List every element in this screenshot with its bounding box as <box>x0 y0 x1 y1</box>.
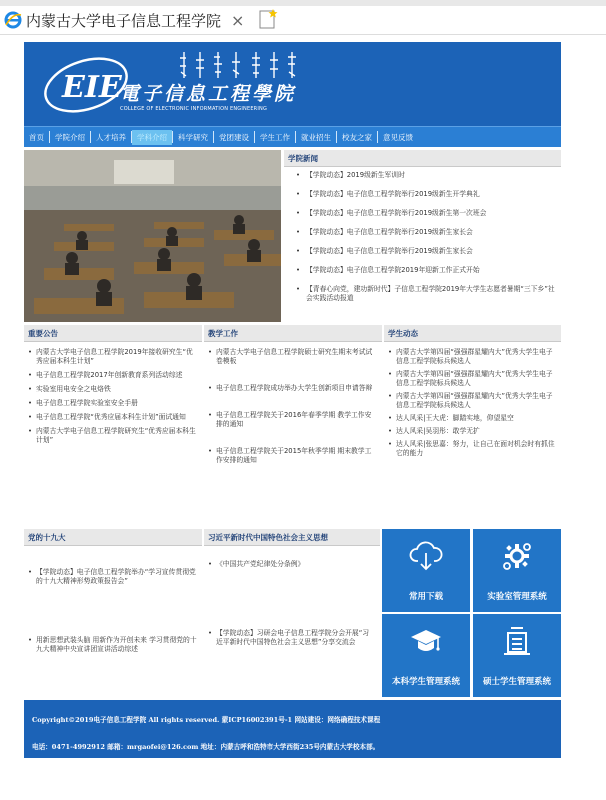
list-item-text: 达人风采|吴羽彤：敢学无扩 <box>396 427 480 435</box>
ie-browser-icon <box>4 11 22 29</box>
list-item-text: 内蒙古大学电子信息工程学院2019年接收研究生“优秀应届本科生计划” <box>36 348 193 365</box>
party-congress-list <box>24 546 202 654</box>
list-item[interactable] <box>384 414 561 423</box>
classroom-image <box>24 150 281 322</box>
certificate-icon <box>500 624 534 658</box>
bullet-icon: • <box>28 348 33 356</box>
college-news-title: 学院新闻 <box>284 150 561 167</box>
bullet-icon: • <box>208 447 213 455</box>
list-item-text: 电子信息工程学院关于2016年春季学期 教学工作安排的通知 <box>216 411 372 428</box>
nav-item[interactable]: 学生工作 <box>260 132 290 142</box>
list-item-text: 达人风采|王大虎：脚踏实地，仰望星空 <box>396 414 514 422</box>
list-item[interactable] <box>24 427 202 445</box>
college-news-list <box>284 171 561 313</box>
party-congress-title: 党的十九大 <box>24 529 202 546</box>
tile-lab-system-label: 实验室管理系统 <box>487 592 547 602</box>
list-item[interactable] <box>24 636 202 654</box>
bullet-icon: • <box>388 414 393 422</box>
list-item[interactable] <box>284 285 561 313</box>
list-item[interactable] <box>204 629 380 647</box>
bullet-icon: • <box>208 411 213 419</box>
list-item[interactable] <box>24 348 202 366</box>
site-banner <box>24 42 561 126</box>
gears-icon <box>500 539 534 573</box>
bullet-icon: • <box>388 348 393 356</box>
list-item[interactable] <box>384 392 561 410</box>
nav-item[interactable]: 就业招生 <box>301 132 331 142</box>
tile-undergrad-system-label: 本科学生管理系统 <box>391 677 460 687</box>
nav-item[interactable]: 人才培养 <box>96 132 126 142</box>
tile-lab-system[interactable] <box>473 529 561 612</box>
nav-item[interactable]: 科学研究 <box>178 132 208 142</box>
list-item[interactable] <box>24 385 202 394</box>
list-item[interactable] <box>24 371 202 380</box>
nav-item[interactable]: 学科介绍 <box>132 130 172 145</box>
nav-item[interactable]: 党团建设 <box>219 132 249 142</box>
bullet-icon: • <box>28 636 33 644</box>
list-item-text: 内蒙古大学第四届“强强群星耀内大”优秀大学生电子信息工程学院标兵候选人 <box>396 392 553 409</box>
tile-downloads[interactable] <box>382 529 470 612</box>
browser-tab[interactable] <box>2 6 258 34</box>
list-item-text: 【学院动态】电子信息工程学院举行2019级新生家长会 <box>306 247 473 255</box>
list-item[interactable] <box>384 440 561 458</box>
bullet-icon: • <box>28 399 33 407</box>
xi-thought-list <box>204 546 380 647</box>
list-item[interactable] <box>284 209 561 228</box>
list-item-text: 电子信息工程学院2017年创新教育系列活动综述 <box>36 371 183 379</box>
list-item-text: 实验室用电安全之电烙铁 <box>36 385 111 393</box>
list-item-text: 内蒙古大学电子信息工程学院研究生“优秀应届本科生计划” <box>36 427 196 444</box>
bullet-icon: • <box>208 560 213 568</box>
notice-panel <box>24 325 202 526</box>
list-item-text: 内蒙古大学电子信息工程学院硕士研究生期末考试试卷模板 <box>216 348 373 365</box>
college-name-en: COLLEGE OF ELECTRONIC INFORMATION ENGINEERING <box>120 106 268 112</box>
list-item[interactable] <box>24 399 202 408</box>
list-item-text: 【学院动态】2019级新生军训时 <box>306 171 405 179</box>
list-item[interactable] <box>204 348 382 366</box>
bullet-icon: • <box>208 384 213 392</box>
nav-item[interactable]: 学院介绍 <box>55 132 85 142</box>
list-item-text: 【学院动态】电子信息工程学院举行2019级新生家长会 <box>306 228 473 236</box>
new-tab-icon[interactable] <box>258 8 278 30</box>
bullet-icon: • <box>388 370 393 378</box>
website <box>24 42 561 758</box>
bullet-icon: • <box>296 247 301 255</box>
list-item[interactable] <box>204 384 382 393</box>
tile-downloads-label: 常用下载 <box>408 592 443 602</box>
list-item-text: 用新思想武装头脑 用新作为开创未来 学习贯彻党的十九大精神中央宣讲团宣讲活动综述 <box>36 636 197 653</box>
list-item-text: 【青春心向党，建功新时代】子信息工程学院2019年大学生志愿者暑期“三下乡”社会实践活动报道 <box>306 285 555 302</box>
main-nav <box>24 126 561 147</box>
list-item-text: 电子信息工程学院实验室安全手册 <box>36 399 138 407</box>
quick-links <box>382 529 561 697</box>
tab-close-icon[interactable]: × <box>231 10 245 30</box>
list-item[interactable] <box>204 411 382 429</box>
list-item[interactable] <box>384 427 561 436</box>
bullet-icon: • <box>28 385 33 393</box>
bullet-icon: • <box>28 371 33 379</box>
list-item[interactable] <box>284 266 561 285</box>
list-item-text: 内蒙古大学第四届“强强群星耀内大”优秀大学生电子信息工程学院标兵候选人 <box>396 348 553 365</box>
list-item[interactable] <box>284 190 561 209</box>
college-news-panel <box>284 150 561 322</box>
bullet-icon: • <box>28 427 33 435</box>
tab-title: 内蒙古大学电子信息工程学院 <box>26 11 222 30</box>
list-item[interactable] <box>204 560 380 569</box>
bullet-icon: • <box>296 171 301 179</box>
logo-text: EIE <box>62 70 122 105</box>
list-item-text: 电子信息工程学院“优秀应届本科生计划”面试通知 <box>36 413 186 421</box>
list-item[interactable] <box>24 413 202 422</box>
list-item-text: 达人风采|张思嘉：努力，让自己在面对机会时有抓住它的能力 <box>396 440 555 457</box>
chrome-border <box>0 34 606 35</box>
list-item-text: 内蒙古大学第四届“强强群星耀内大”优秀大学生电子信息工程学院标兵候选人 <box>396 370 553 387</box>
list-item-text: 【学院动态】电子信息工程学院举办“学习宣传贯彻党的十九大精神形势政策报告会” <box>36 568 196 585</box>
list-item[interactable] <box>384 348 561 366</box>
footer-copyright: Copyright©2019电子信息工程学院 All rights reserved. 蒙ICP16002391号-1 网站建设：网络确程技术课程 <box>32 716 381 724</box>
party-congress-panel <box>24 529 202 697</box>
notice-title: 重要公告 <box>24 325 202 342</box>
bullet-icon: • <box>296 266 301 274</box>
bullet-icon: • <box>388 427 393 435</box>
bullet-icon: • <box>208 348 213 356</box>
bullet-icon: • <box>28 413 33 421</box>
bullet-icon: • <box>296 285 301 293</box>
list-item[interactable] <box>24 568 202 586</box>
bullet-icon: • <box>296 190 301 198</box>
list-item[interactable] <box>284 247 561 266</box>
students-title: 学生动态 <box>384 325 561 342</box>
bullet-icon: • <box>296 228 301 236</box>
tile-master-system[interactable] <box>473 614 561 697</box>
bullet-icon: • <box>296 209 301 217</box>
mongolian-script-logo <box>174 50 314 80</box>
list-item-text: 【学院动态】电子信息工程学院举行2019级新生第一次班会 <box>306 209 487 217</box>
bullet-icon: • <box>388 392 393 400</box>
nav-item[interactable]: 意见反馈 <box>383 132 413 142</box>
news-photo[interactable] <box>24 150 281 322</box>
bullet-icon: • <box>28 568 33 576</box>
list-item-text: 【学院动态】电子信息工程学院举行2019级新生开学典礼 <box>306 190 480 198</box>
teaching-panel <box>204 325 382 526</box>
bullet-icon: • <box>388 440 393 448</box>
teaching-list <box>204 342 382 465</box>
tile-master-system-label: 硕士学生管理系统 <box>482 677 551 687</box>
students-list <box>384 342 561 458</box>
graduation-cap-icon <box>409 624 443 658</box>
list-item[interactable] <box>284 228 561 247</box>
students-panel <box>384 325 561 526</box>
browser-chrome <box>0 0 606 34</box>
college-name-cn: 電子信息工程學院 <box>120 83 297 105</box>
list-item[interactable] <box>384 370 561 388</box>
college-logo[interactable] <box>40 54 132 116</box>
list-item-text: 电子信息工程学院关于2015年秋季学期 期末教学工作安排的通知 <box>216 447 372 464</box>
list-item-text: 【学院动态】电子信息工程学院2019年迎新工作正式开始 <box>306 266 480 274</box>
site-footer <box>24 700 561 758</box>
teaching-title: 教学工作 <box>204 325 382 342</box>
footer-contact: 电话：0471-4992912 邮箱：mrgaofei@126.com 地址：内蒙古呼和浩特市大学西街235号内蒙古大学校本部。 <box>32 743 380 751</box>
list-item-text: 电子信息工程学院成功举办大学生创新项目申请答辩 <box>216 384 373 392</box>
xi-thought-panel <box>204 529 380 697</box>
bullet-icon: • <box>208 629 213 637</box>
notice-list <box>24 342 202 445</box>
list-item[interactable] <box>284 171 561 190</box>
list-item-text: 《中国共产党纪律处分条例》 <box>216 560 305 568</box>
nav-item[interactable]: 校友之家 <box>342 132 372 142</box>
list-item-text: 【学院动态】习研会电子信息工程学院分会开展“习近平新时代中国特色社会主义思想”分享交流会 <box>216 629 370 646</box>
list-item[interactable] <box>204 447 382 465</box>
tile-undergrad-system[interactable] <box>382 614 470 697</box>
xi-thought-title: 习近平新时代中国特色社会主义思想 <box>204 529 380 546</box>
nav-item[interactable]: 首页 <box>29 132 44 142</box>
cloud-download-icon <box>409 539 443 573</box>
